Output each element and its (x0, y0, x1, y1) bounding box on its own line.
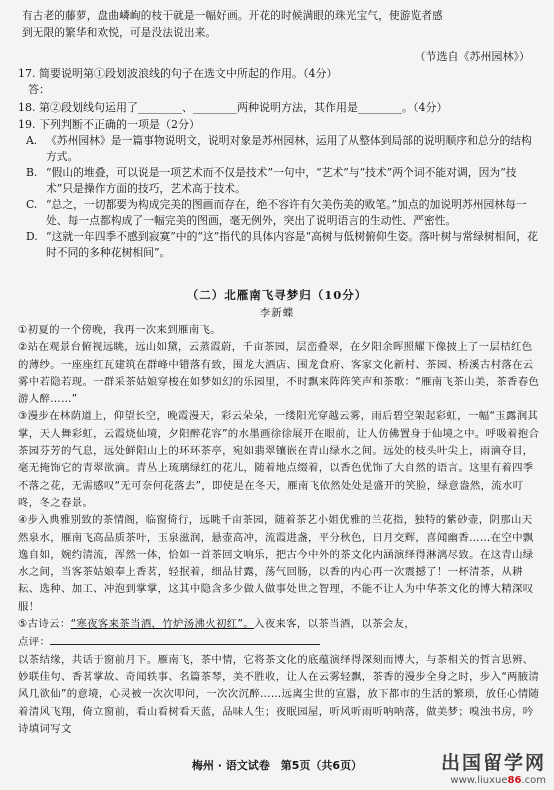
paragraph-1: ①初夏的一个傍晚，我再一次来到雁南飞。 (18, 324, 221, 336)
option-c (26, 197, 540, 229)
option-text: “假山的堆叠，可以说是一项艺术而不仅是技术”一句中，“艺术”与“技术”两个词不能对调，因为“技术”只是操作方面的技巧，艺术高于技术。 (46, 166, 517, 195)
question-18-text: 18. 第②段划线句运用了________、________两种说明方法，其作用是________。（4分） (18, 101, 448, 114)
option-b (26, 165, 540, 197)
watermark-url-b: 86 (507, 775, 522, 786)
option-text: “总之，一切都要为构成完美的图画而存在，绝不容许有欠美伤美的败笔。”加点的加说明苏州园林每一处、每一点都构成了一幅完美的图画，毫无例外，突出了说明语言的生动性、严密性。 (46, 198, 527, 227)
intro-line-1: 有古老的藤萝，盘曲嶙峋的枝干就是一幅好画。开花的时候满眼的珠光宝气，使游览者感 (22, 10, 443, 22)
paragraph-2: ②站在观景台俯视远眺，远山如黛，云蒸霞蔚，千亩茶园，层峦叠翠，在夕阳余晖照耀下像披上了一层桔红色的薄纱。一座座红瓦建筑在群峰中错落有致，围龙大酒店、围龙食府、客家文化新村、茶园、桥溪古村落在云雾中若隐若现。一群采茶姑娘穿梭在如梦如幻的乐园里，不时飘来阵阵笑声和茶歌：“雁南飞茶山美，茶香春色游人醉……” (18, 341, 540, 406)
watermark-url (441, 775, 546, 786)
option-text: 《苏州园林》是一篇事物说明文，说明对象是苏州园林，运用了从整体到局部的说明顺序和总分的结构方式。 (46, 134, 532, 163)
question-19 (18, 117, 540, 261)
paragraph-5-lead: ⑤古诗云： (18, 618, 71, 631)
question-17-answer-prefix: 答： (28, 83, 50, 96)
paragraph-4: ④步入典雅别致的茶情阁，临窗倚行，远眺千亩茶园，随着茶艺小姐优雅的兰花指，独特的紫砂壶，阴那山天然泉水，雁南飞高品质茶叶，玉泉滋润，悬壶高冲，流霞进盏，平分秋色，日月交辉，喜闻幽香……在空中飘逸自如，婉约清流，浑然一体，恰如一首茶回文响乐，把古今中外的茶文化内涵演绎得淋漓尽致。在这青山绿水之间，当客茶姑娘奉上香茗，轻抿着，细品甘露，荡气回肠，以香的内心再一次震撼了！一杯清茶，从耕耘、选种、加工、冲泡到掌掌，这其中隐含多少做人做事处世之智理，不能不让人为中华茶文化的博大精深叹服！ (18, 514, 534, 613)
option-letter: B. (26, 166, 38, 179)
intro-passage (22, 8, 540, 43)
question-19-text: 19. 下列判断不正确的一项是（2分） (18, 118, 200, 131)
paragraph-5-continued: 以茶结缘，共话于窗前月下。雁南飞，茶中情，它将茶文化的底蕴演绎得深刻而博大，与茶相关的哲言思辨、妙联佳句、香茗掌故、奇闻轶事、名篇茶琴，美不胜收，让人在云雾轻飘，茶香的漫步全身之时，步入“两腋清风几欲仙”的意境，心灵被一次次叩问，一次次沉醉……远离尘世的宣嚣，放下都市的生活的繁琐，放任心情随着清风飞翔，倚立窗前，看山看树看天蓝，品味人生；夜眠园屋，听风听雨听呐呐落，做美梦；嗅浊书房，吟诗填词写文 (18, 653, 540, 735)
paragraph-5-quote: “寒夜客来茶当酒，竹炉汤沸火初红”。 (70, 618, 254, 631)
option-a (26, 133, 540, 165)
paragraph-5-rest: 入夜来客，以茶当酒，以茶会友， (253, 618, 416, 631)
option-letter: A. (26, 134, 38, 147)
comment-label: 点评： (18, 636, 51, 649)
option-text: “这就一年四季不感到寂寞”中的“这”指代的具体内容是“高树与低树俯仰生姿。落叶树与常绿树相间，花时不同的多种花树相间”。 (46, 230, 538, 259)
section-title: （二）北雁南飞寻梦归（10分） (186, 288, 368, 302)
question-17-text: 17. 简要说明第①段划波浪线的句子在选文中所起的作用。（4分） (18, 67, 338, 80)
watermark-title: 出国留学网 (440, 752, 546, 774)
watermark (441, 748, 546, 786)
watermark-url-c: .com (521, 775, 546, 786)
source-citation: （节选自《苏州园林》） (414, 50, 530, 63)
intro-line-2: 到无限的繁华和欢悦，可是没法说出来。 (22, 27, 217, 40)
page-footer: 梅州 · 语文试卷 第5页（共6页） (191, 759, 363, 772)
paragraph-3: ③漫步在林荫道上，仰望长空，晚霞漫天，彩云朵朵，一缕阳光穿越云雾，雨后碧空架起彩虹，一幅“玉露润其掌，天人舞彩虹，云霞烧仙境，夕阳醉花容”的水墨画徐徐展开在眼前，让人仿佛置身于仙境之中。呼吸着抱合茶园芬芳的气息，远处鲜阳山上的环环茶亭，宛如翡翠镶嵌在青山绿水之间。远处的枝头叶尖上，雨滴夺目，毫无掩饰它的青翠欲滴。青丛上琉璃绿红的花儿，随着地点缀着，以香色优饰了大自然的语言。这里有着四季不落之花，无需感叹“无可奈何花落去”，即使是在冬天，雁南飞依然处处是盛开的笑脸，绿意盎然，流水叮咚，冬之春景。 (18, 410, 540, 509)
comment-row (18, 633, 542, 651)
article-author: 李新蝶 (259, 307, 295, 319)
option-d (26, 229, 540, 261)
option-letter: D. (26, 230, 38, 243)
article-body (18, 322, 542, 738)
question-17 (18, 66, 540, 98)
option-letter: C. (26, 198, 38, 211)
paragraph-5 (18, 616, 542, 633)
watermark-url-a: www.liuxue (450, 775, 508, 786)
comment-answer-line[interactable] (50, 633, 320, 645)
question-18 (18, 100, 540, 116)
